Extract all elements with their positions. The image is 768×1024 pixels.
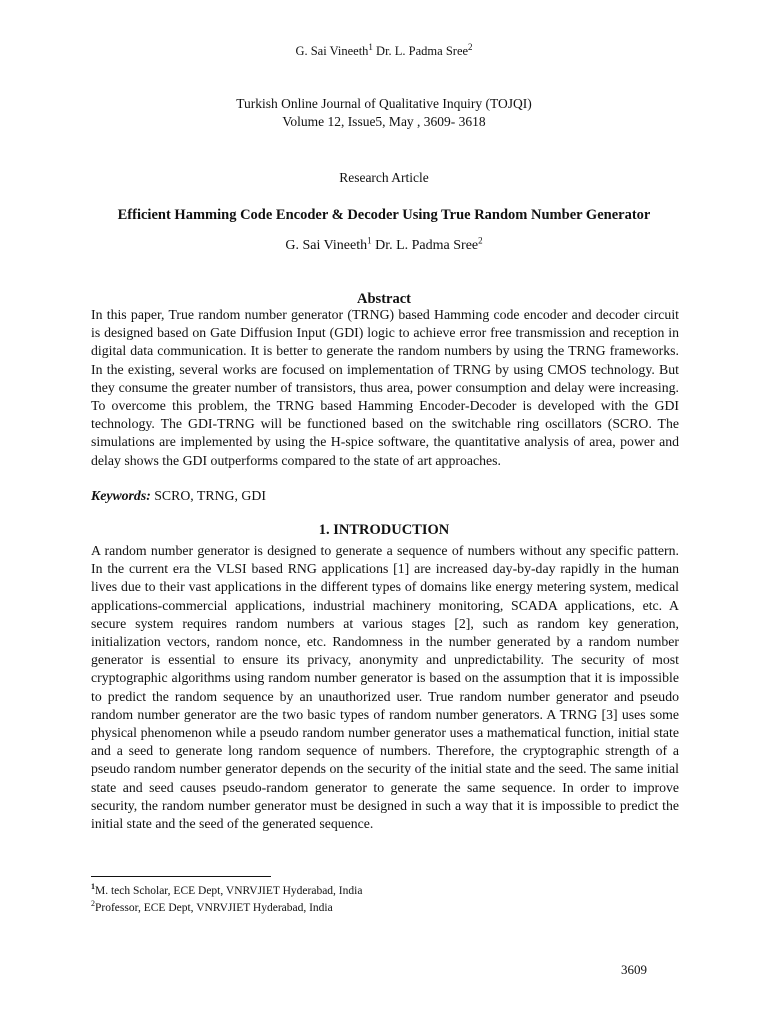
footnote-divider xyxy=(91,876,271,877)
abstract-heading: Abstract xyxy=(357,291,411,307)
author1-sup: 1 xyxy=(367,235,372,246)
footnote-2-mark: 2 xyxy=(91,899,95,909)
footnote-1-text: M. tech Scholar, ECE Dept, VNRVJIET Hyderabad, India xyxy=(95,885,363,897)
keywords-line xyxy=(91,488,266,504)
footnote-2-text: Professor, ECE Dept, VNRVJIET Hyderabad, India xyxy=(95,902,333,914)
abstract-text: In this paper, True random number generator (TRNG) based Hamming code encoder and decoder circuit is designed based on Gate Diffusion Input (GDI) logic to achieve error free transmission and reception in digital data communication. It is better to generate the random numbers by using the TRNG frameworks. In the existing, several works are focused on implementation of TRNG by using CMOS technology. But they consume the greater number of transistors, thus area, power consumption and delay were increasing. To overcome this problem, the TRNG based Hamming Encoder-Decoder is developed with the GDI technology. The GDI-TRNG will be functioned based on the switchable ring oscillators (SCRO. The simulations are implemented by using the H-spice software, the quantitative analysis of area, power and delay shows the GDI outperforms compared to the state of art approaches. xyxy=(91,307,679,468)
keywords-values: SCRO, TRNG, GDI xyxy=(150,488,266,503)
page-number: 3609 xyxy=(621,962,647,977)
paper-title: Efficient Hamming Code Encoder & Decoder Using True Random Number Generator xyxy=(117,207,651,223)
introduction-text: A random number generator is designed to generate a sequence of numbers without any specific pattern. In the current era the VLSI based RNG applications [1] are increased day-by-day rapidly in the human lives due to their vast applications in the different types of domains like energy metering system, medical applications-commercial applications, industrial machinery monitoring, SCADA applications, etc. A secure system requires random numbers at various stages [2], such as random key generation, initialization vectors, random nonce, etc. Randomness in the number generated by a random number generator is essential to ensure its privacy, anonymity and unpredictability. The security of most cryptographic algorithms using random number generator is based on the assumption that it is impossible to predict the random sequence by an unauthorized user. True random number generator and pseudo random number generator are the two basic types of random number generators. A TRNG [3] uses some physical phenomenon while a pseudo random number generator uses a mathematical function, initial state and a seed to generate long random sequence of numbers. Therefore, the cryptographic strength of a pseudo random number generator depends on the security of the initial state and the seed. The same initial state and seed causes pseudo-random generator to generate the same sequence. In order to improve security, the random number generator must be designed in such a way that it is impossible to predict the initial state and the seed of the generated sequence. xyxy=(91,543,679,832)
keywords-label: Keywords: xyxy=(91,488,151,503)
author2-sup: 2 xyxy=(478,235,483,246)
running-head xyxy=(0,41,768,59)
footnote-1-mark: 1 xyxy=(91,882,95,892)
footnote-2 xyxy=(91,900,362,917)
article-type: Research Article xyxy=(339,170,429,185)
journal-info xyxy=(0,95,768,131)
footnote-1 xyxy=(91,883,362,900)
journal-name: Turkish Online Journal of Qualitative Inquiry (TOJQI) xyxy=(236,96,532,111)
journal-volume: Volume 12, Issue5, May , 3609- 3618 xyxy=(282,114,486,129)
running-head-author2-sup: 2 xyxy=(468,41,473,52)
author-line xyxy=(0,235,768,254)
section-heading-introduction: 1. INTRODUCTION xyxy=(318,522,450,538)
footnotes xyxy=(91,883,362,917)
running-head-author2: Dr. L. Padma Sree xyxy=(372,44,469,58)
author1-name: G. Sai Vineeth xyxy=(285,238,368,253)
author2-name: Dr. L. Padma Sree xyxy=(371,238,479,253)
running-head-author1-sup: 1 xyxy=(368,41,373,52)
running-head-author1: G. Sai Vineeth xyxy=(295,44,369,58)
